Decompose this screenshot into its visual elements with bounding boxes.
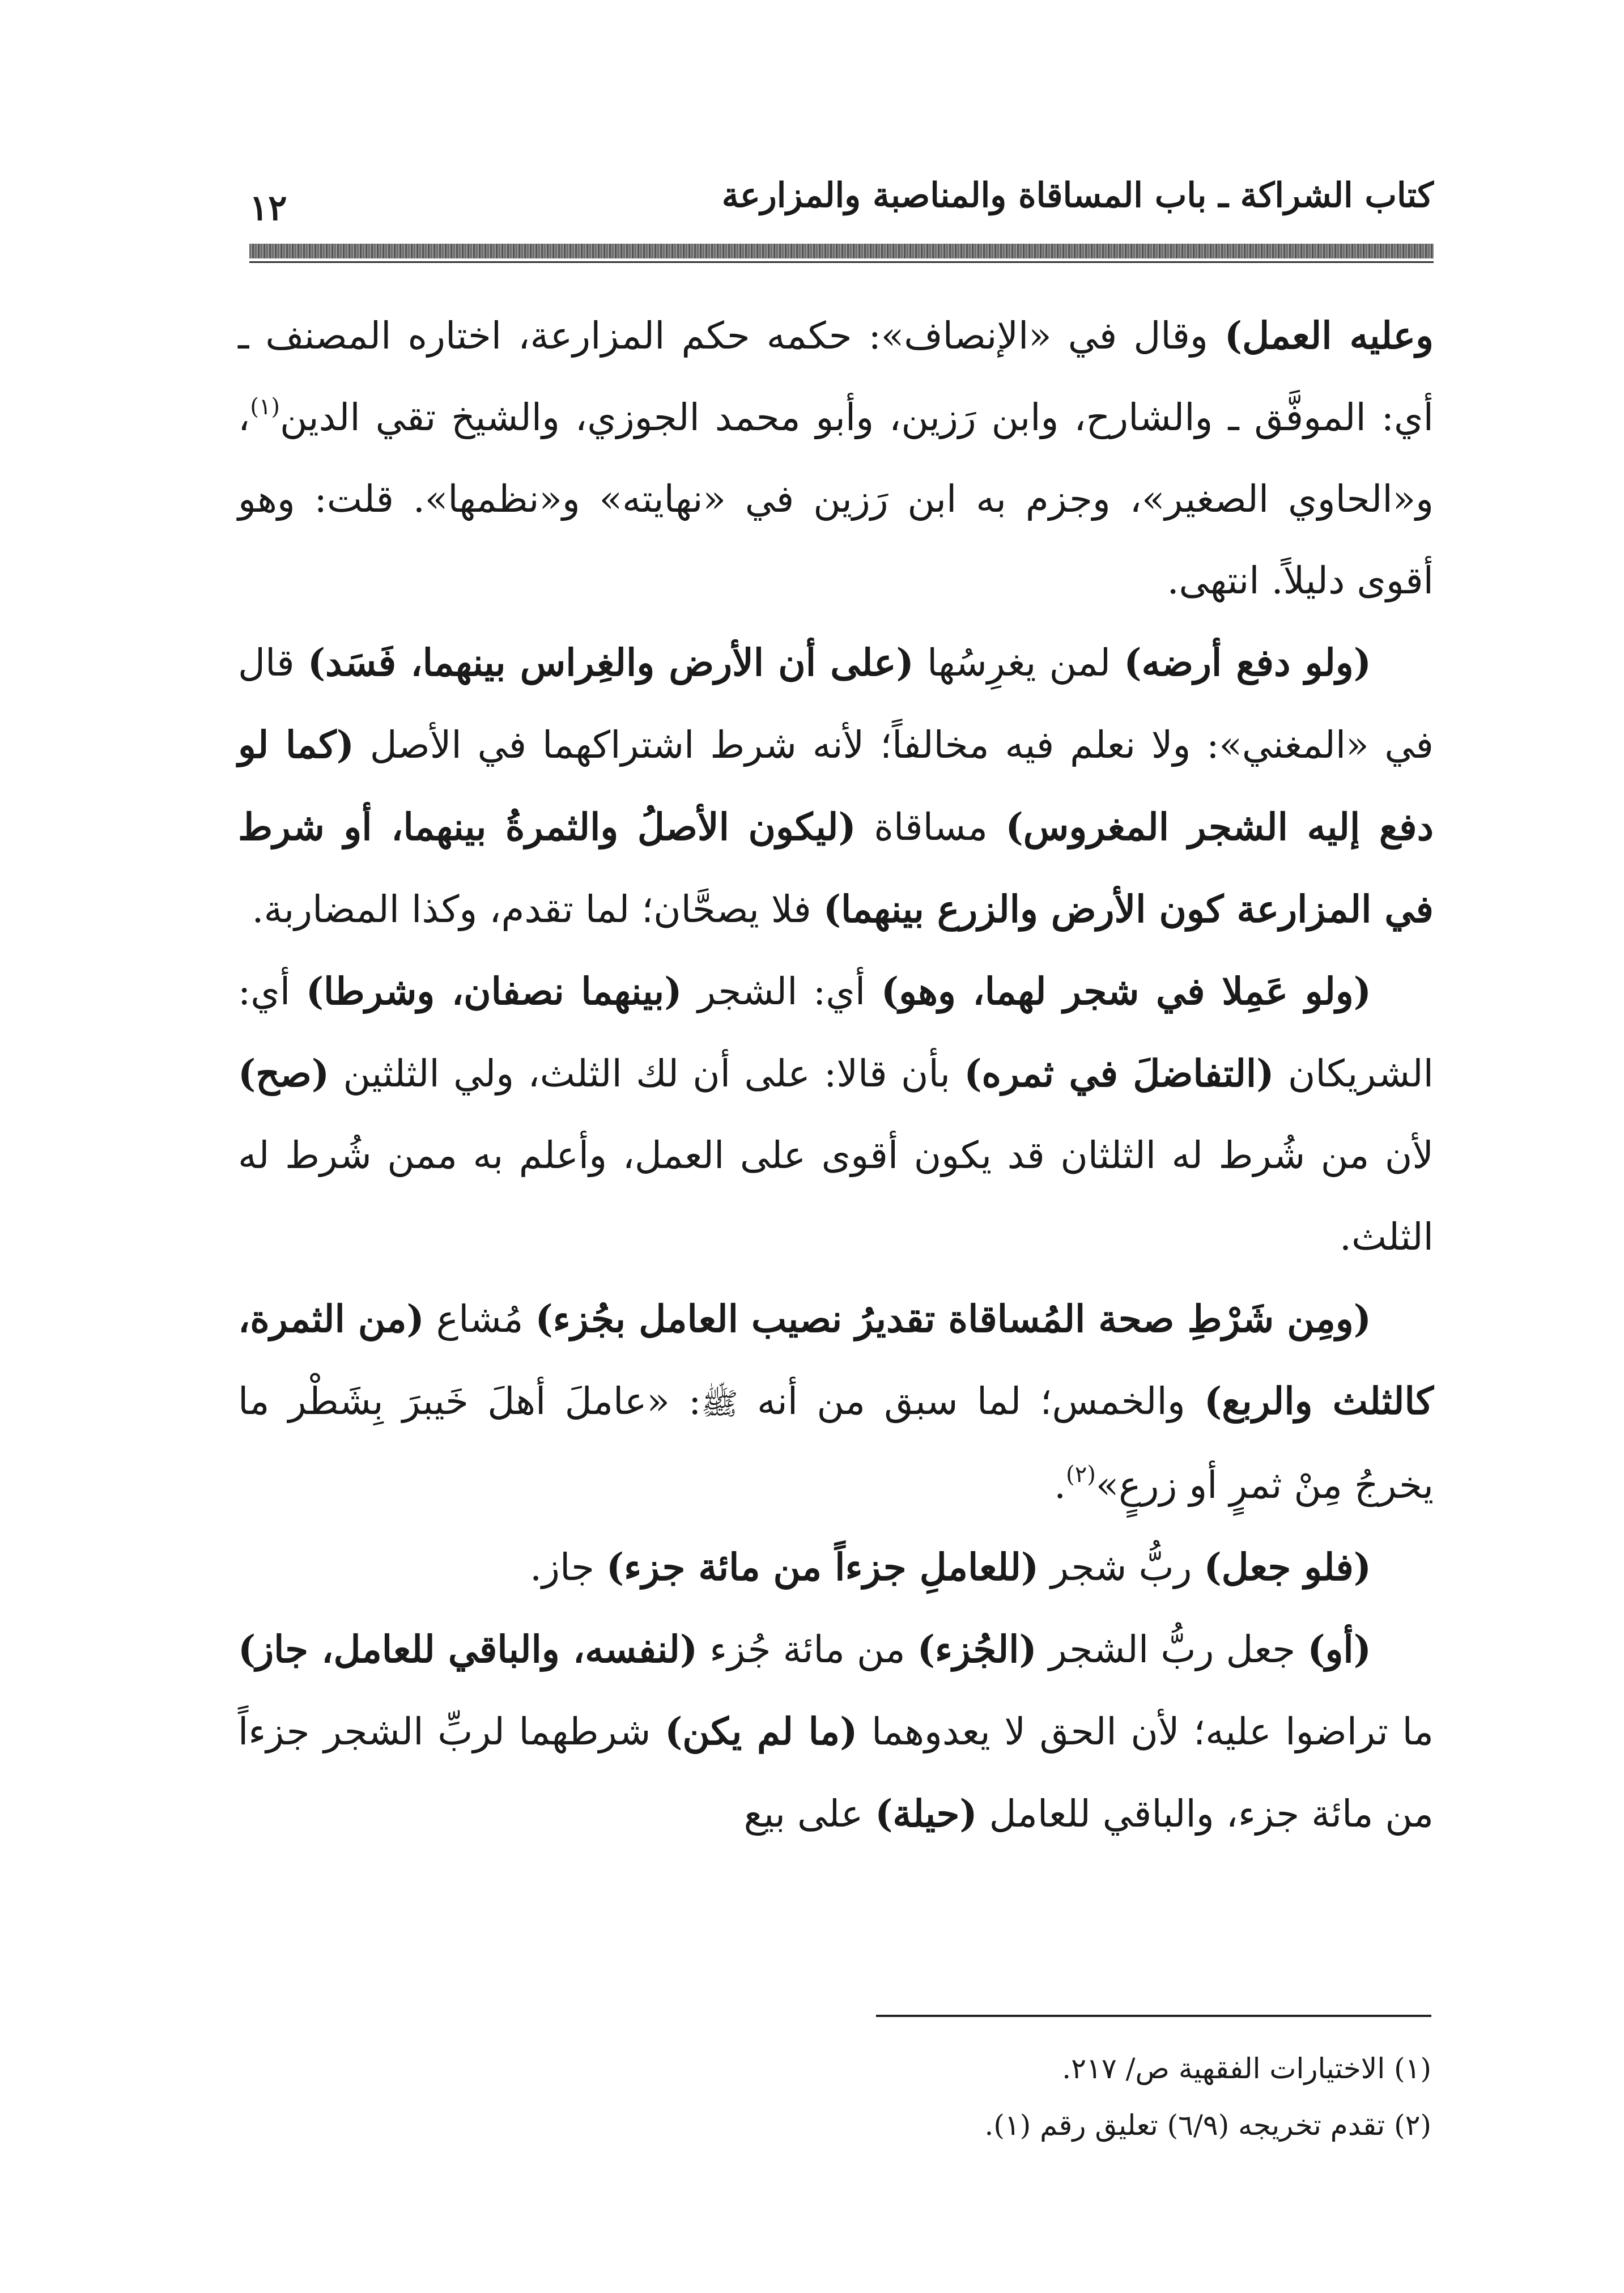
matn-text: وعليه العمل) (1224, 313, 1434, 358)
matn-text: (ومِن شَرْطِ صحة المُساقاة تقديرُ نصيب العامل بجُزء) (535, 1297, 1371, 1341)
sharh-text: لمن يغرِسُها (913, 641, 1124, 685)
sharh-text: مساقاة (856, 805, 1006, 849)
paragraph (238, 1526, 1434, 1608)
running-header (249, 170, 1434, 238)
footnote: (٢) تقدم تخريجه (٦/٩) تعليق رقم (١). (984, 2109, 1431, 2142)
sharh-text: . (1054, 1463, 1066, 1507)
sharh-text: أي: الشجر (682, 970, 881, 1013)
matn-text: (ما لم يكن) (665, 1709, 858, 1753)
paragraph (238, 1608, 1434, 1855)
paragraph (238, 1278, 1434, 1526)
matn-text: (ولو عَمِلا في شجر لهما، وهو) (881, 969, 1372, 1013)
paragraph (238, 622, 1434, 950)
footnote-ref: (٢) (1066, 1462, 1096, 1488)
matn-text: (الجُزء) (917, 1627, 1037, 1671)
footnote-ref: (١) (250, 394, 280, 420)
sharh-text: : «عاملَ أهلَ خَيبرَ بِشَطْر ما يخرجُ مِنْ ثمرٍ أو زرعٍ» (238, 1379, 1434, 1507)
sharh-text: ما تراضوا عليه؛ لأن الحق لا يعدوهما (857, 1710, 1434, 1753)
matn-text: (حيلة) (875, 1791, 977, 1836)
paragraph (238, 950, 1434, 1278)
sharh-text: شرطهما لربِّ الشجر جزءاً من مائة جزء، والباقي للعامل (238, 1710, 1434, 1836)
sharh-text: قال في «المغني»: ولا نعلم فيه مخالفاً؛ لأنه شرط اشتراكهما في الأصل (238, 641, 1434, 767)
honorific-glyph: ﷺ (701, 1386, 738, 1421)
footnote-divider (876, 2015, 1431, 2017)
sharh-text: مُشاع (424, 1297, 535, 1341)
sharh-text: جاز. (530, 1545, 606, 1589)
matn-text: (بينهما نصفان، وشرطا) (305, 969, 682, 1013)
matn-text: (فلو جعل) (1204, 1545, 1371, 1589)
matn-text: (أو) (1307, 1627, 1371, 1671)
matn-text: (ليكون الأصلُ والثمرةُ بينهما، أو شرط في المزارعة كون الأرض والزرع بينهما) (238, 805, 1434, 931)
sharh-text: ، و«الحاوي الصغير»، وجزم به ابن رَزين في «نهايته» و«نظمها». قلت: وهو أقوى دليلاً. انتهى. (238, 396, 1434, 602)
sharh-text: وقال في «الإنصاف»: حكمه حكم المزارعة، اختاره المصنف ـ أي: الموفَّق ـ والشارح، وابن رَزين، وأبو محمد الجوزي، والشيخ تقي الدين (238, 314, 1434, 439)
sharh-text: لأن من شُرط له الثلثان قد يكون أقوى على العمل، وأعلم به ممن شُرط له الثلث. (238, 1133, 1434, 1259)
matn-text: (صح) (238, 1051, 330, 1095)
matn-text: (للعاملِ جزءاً من مائة جزء) (606, 1545, 1039, 1589)
sharh-text: من مائة جُزء (698, 1628, 917, 1671)
sharh-text: والخمس؛ لما سبق من أنه (738, 1379, 1205, 1423)
paragraph (238, 295, 1434, 622)
matn-text: (ولو دفع أرضه) (1124, 640, 1371, 685)
chapter-title: كتاب الشراكة ـ باب المساقاة والمناصبة والمزارعة (721, 176, 1434, 215)
sharh-text: فلا يصحَّان؛ لما تقدم، وكذا المضاربة. (252, 888, 823, 931)
sharh-text: جعل ربُّ الشجر (1036, 1628, 1308, 1671)
footnotes (355, 2040, 1431, 2154)
sharh-text: على بيع (743, 1792, 875, 1836)
header-divider (249, 244, 1434, 258)
page-number: ١٢ (249, 187, 287, 228)
footnote: (١) الاختيارات الفقهية ص/ ٢١٧. (1062, 2052, 1431, 2085)
matn-text: (كما لو دفع إليه الشجر المغروس) (238, 723, 1434, 849)
sharh-text: ربُّ شجر (1039, 1545, 1204, 1589)
matn-text: (من الثمرة، كالثلث والربع) (238, 1297, 1434, 1423)
sharh-text: أي: الشريكان (238, 970, 1434, 1095)
matn-text: (التفاضلَ في ثمره) (964, 1051, 1274, 1095)
main-text (238, 295, 1434, 1855)
matn-text: (على أن الأرض والغِراس بينهما، فَسَد) (307, 640, 914, 685)
sharh-text: بأن قالا: على أن لك الثلث، ولي الثلثين (329, 1052, 964, 1095)
matn-text: (لنفسه، والباقي للعامل، جاز) (238, 1627, 698, 1671)
